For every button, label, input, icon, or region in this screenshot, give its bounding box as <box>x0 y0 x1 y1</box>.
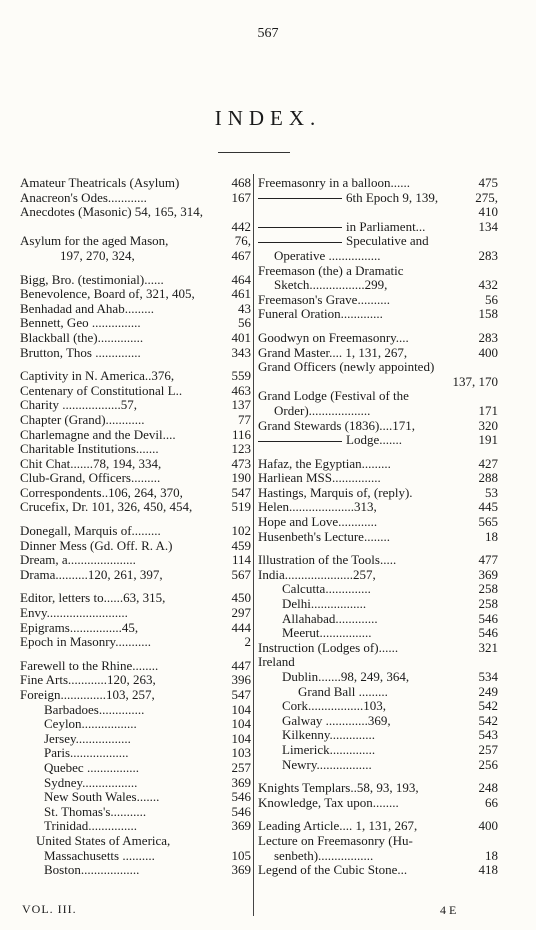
entry-pages: 105 <box>231 847 251 863</box>
index-entry <box>258 612 498 627</box>
index-entry <box>20 606 251 621</box>
entry-text: Newry................. <box>282 757 372 772</box>
entry-pages: 445 <box>478 499 498 515</box>
entry-pages: 546 <box>231 803 251 819</box>
entry-text: Donegall, Marquis of......... <box>20 524 161 539</box>
entry-text: Barbadoes.............. <box>44 702 145 717</box>
index-entry <box>20 346 251 361</box>
entry-pages: 534 <box>478 669 498 684</box>
index-entry <box>258 699 498 714</box>
entry-text: Order)................... <box>274 403 371 418</box>
index-entry <box>20 471 251 486</box>
entry-text: Paris.................. <box>44 746 129 761</box>
entry-pages: 103 <box>231 745 251 761</box>
entry-pages: 288 <box>478 470 498 486</box>
entry-text: Crucefix, Dr. 101, 326, 450, 454, <box>20 500 193 515</box>
entry-pages: 396 <box>231 672 251 688</box>
entry-pages: 43 <box>238 300 251 316</box>
index-entry <box>20 539 251 554</box>
index-entry <box>20 621 251 636</box>
index-entry <box>258 360 498 375</box>
index-entry <box>20 703 251 718</box>
entry-text: Hope and Love............ <box>258 515 378 530</box>
entry-pages: 442 <box>231 218 251 234</box>
entry-text: Editor, letters to......63, 315, <box>20 591 166 606</box>
entry-text: Foreign..............103, 257, <box>20 688 155 702</box>
entry-text: Funeral Oration............. <box>258 307 383 322</box>
entry-text: Instruction (Lodges of)...... <box>258 640 399 655</box>
entry-text: Benhadad and Ahab......... <box>20 301 154 316</box>
entry-pages: 104 <box>231 716 251 732</box>
entry-text: in Parliament... <box>346 219 426 234</box>
entry-pages: 427 <box>478 455 498 471</box>
entry-text: New South Wales....... <box>44 790 160 805</box>
entry-pages: 171 <box>478 402 498 418</box>
entry-text: Amateur Theatricals (Asylum) <box>20 176 180 190</box>
entry-pages: 56 <box>485 291 498 307</box>
index-entry <box>20 442 251 457</box>
entry-pages: 369 <box>231 818 251 834</box>
index-entry <box>20 457 251 472</box>
entry-pages: 104 <box>231 701 251 717</box>
entry-text: India.....................257, <box>258 567 376 582</box>
entry-pages: 137, 170 <box>452 373 498 389</box>
entry-text: Limerick.............. <box>282 742 376 757</box>
entry-text: Speculative and <box>346 234 429 249</box>
ditto-dash <box>258 441 342 442</box>
entry-pages: 167 <box>231 189 251 205</box>
entry-text: Husenbeth's Lecture........ <box>258 529 390 544</box>
entry-pages: 369 <box>231 774 251 790</box>
index-entry <box>258 433 498 448</box>
entry-pages: 297 <box>231 605 251 621</box>
entry-text: Brutton, Thos .............. <box>20 345 141 360</box>
entry-pages: 76, <box>234 233 251 249</box>
entry-text: Lecture on Freemasonry (Hu- <box>258 833 413 848</box>
index-entry <box>258 670 498 685</box>
entry-pages: 190 <box>231 470 251 486</box>
entry-text: Chit Chat.......78, 194, 334, <box>20 456 162 471</box>
title-rule <box>218 152 290 153</box>
index-entry <box>258 641 498 656</box>
entry-text: Kilkenny.............. <box>282 728 376 743</box>
index-entry <box>20 428 251 443</box>
index-entry <box>20 591 251 606</box>
entry-pages: 447 <box>231 657 251 673</box>
index-entry <box>258 307 498 322</box>
entry-text: Knowledge, Tax upon........ <box>258 795 399 810</box>
entry-pages: 547 <box>231 687 251 702</box>
index-entry <box>258 486 498 501</box>
entry-text: Freemason (the) a Dramatic <box>258 263 404 278</box>
entry-pages: 418 <box>478 862 498 878</box>
entry-pages: 66 <box>485 794 498 810</box>
entry-text: Bennett, Geo ............... <box>20 316 141 331</box>
entry-text: Blackball (the).............. <box>20 330 144 345</box>
entry-text: senbeth)................. <box>274 848 374 863</box>
entry-pages: 464 <box>231 271 251 287</box>
entry-pages: 463 <box>231 382 251 398</box>
index-entry <box>258 728 498 743</box>
entry-text: Charitable Institutions....... <box>20 442 159 457</box>
entry-pages: 567 <box>231 566 251 582</box>
index-entry <box>20 819 251 834</box>
index-entry <box>258 626 498 641</box>
entry-text: Ceylon................. <box>44 717 137 732</box>
index-entry <box>20 302 251 317</box>
index-entry <box>20 553 251 568</box>
entry-text: Epigrams................45, <box>20 620 139 635</box>
index-entry <box>20 176 251 191</box>
entry-text: Knights Templars..58, 93, 193, <box>258 781 419 796</box>
entry-pages: 369 <box>478 566 498 582</box>
entry-text: Grand Stewards (1836)....171, <box>258 418 416 433</box>
entry-text: Anacreon's Odes............ <box>20 190 147 205</box>
entry-pages: 275, <box>475 189 498 205</box>
entry-pages: 257 <box>478 741 498 757</box>
index-entry <box>20 273 251 288</box>
entry-text: Allahabad............. <box>282 611 378 626</box>
entry-text: Freemasonry in a balloon...... <box>258 176 410 190</box>
page-number: 567 <box>257 26 279 41</box>
index-column-left <box>20 176 251 878</box>
index-entry <box>20 688 251 703</box>
index-entry <box>258 471 498 486</box>
index-entry <box>20 369 251 384</box>
entry-text: Centenary of Constitutional L.. <box>20 383 183 398</box>
index-entry <box>258 419 498 434</box>
index-entry <box>258 234 498 249</box>
index-entry <box>258 278 498 293</box>
entry-text: Charity ..................57, <box>20 398 137 413</box>
index-entry <box>258 191 498 206</box>
entry-text: Calcutta.............. <box>282 582 371 597</box>
entry-text: Grand Lodge (Festival of the <box>258 389 409 404</box>
index-entry <box>20 673 251 688</box>
entry-pages: 53 <box>485 484 498 500</box>
entry-text: Goodwyn on Freemasonry.... <box>258 330 409 345</box>
entry-pages: 473 <box>231 455 251 471</box>
entry-pages: 258 <box>478 581 498 597</box>
index-entry <box>258 743 498 758</box>
index-entry <box>20 805 251 820</box>
index-title: INDEX. <box>214 106 322 130</box>
index-entry <box>20 413 251 428</box>
entry-pages: 542 <box>478 712 498 728</box>
entry-pages: 134 <box>478 218 498 234</box>
entry-pages: 400 <box>478 344 498 360</box>
entry-text: Dublin.......98, 249, 364, <box>282 670 410 684</box>
entry-text: Jersey................. <box>44 731 131 746</box>
entry-text: Epoch in Masonry........... <box>20 635 151 650</box>
entry-text: Hastings, Marquis of, (reply). <box>258 485 413 500</box>
entry-text: 6th Epoch 9, 139, <box>346 190 439 205</box>
entry-text: Harliean MSS............... <box>258 471 381 486</box>
index-entry <box>20 834 251 849</box>
entry-pages: 450 <box>231 590 251 606</box>
entry-text: Benevolence, Board of, 321, 405, <box>20 287 195 302</box>
entry-text: Cork.................103, <box>282 699 386 714</box>
entry-text: Grand Ball ......... <box>298 684 388 699</box>
entry-pages: 256 <box>478 756 498 772</box>
entry-text: Lodge....... <box>346 433 402 448</box>
index-entry <box>20 746 251 761</box>
index-entry <box>20 659 251 674</box>
entry-pages: 467 <box>231 247 251 263</box>
entry-text: Massachusetts .......... <box>44 848 155 863</box>
index-entry <box>258 264 498 279</box>
index-entry <box>258 568 498 583</box>
index-entry <box>258 714 498 729</box>
index-entry <box>20 524 251 539</box>
entry-pages: 432 <box>478 277 498 293</box>
entry-text: Freemason's Grave.......... <box>258 292 390 307</box>
index-entry <box>258 404 498 419</box>
index-entry <box>258 530 498 545</box>
entry-text: 197, 270, 324, <box>60 248 135 263</box>
entry-text: Sketch.................299, <box>274 278 388 293</box>
entry-pages: 444 <box>231 619 251 635</box>
entry-pages: 461 <box>231 286 251 302</box>
index-entry <box>258 205 498 220</box>
index-entry <box>20 398 251 413</box>
entry-text: Illustration of the Tools..... <box>258 553 397 568</box>
entry-pages: 56 <box>238 315 251 331</box>
volume-label: VOL. III. <box>22 902 77 916</box>
entry-pages: 400 <box>478 818 498 834</box>
entry-text: Dream, a..................... <box>20 553 136 568</box>
index-entry <box>258 375 498 390</box>
index-entry <box>20 191 251 206</box>
entry-pages: 2 <box>244 634 251 650</box>
entry-pages: 283 <box>478 329 498 345</box>
entry-pages: 369 <box>231 862 251 878</box>
entry-text: Boston.................. <box>44 863 140 878</box>
entry-pages: 320 <box>478 417 498 433</box>
entry-pages: 257 <box>231 759 251 775</box>
index-entry <box>20 790 251 805</box>
entry-pages: 123 <box>231 441 251 457</box>
index-entry <box>258 781 498 796</box>
index-entry <box>20 568 251 583</box>
index-entry <box>20 849 251 864</box>
index-entry <box>20 500 251 515</box>
entry-pages: 116 <box>231 426 251 442</box>
index-entry <box>258 655 498 670</box>
entry-text: Fine Arts............120, 263, <box>20 673 156 688</box>
entry-text: Captivity in N. America..376, <box>20 369 175 384</box>
ditto-dash <box>258 227 342 228</box>
index-entry <box>20 234 251 249</box>
index-entry <box>20 220 251 235</box>
index-entry <box>258 249 498 264</box>
index-entry <box>20 486 251 501</box>
entry-text: Meerut................ <box>282 626 372 641</box>
entry-pages: 547 <box>231 484 251 500</box>
entry-text: Operative ................ <box>274 248 381 263</box>
entry-text: Anecdotes (Masonic) 54, 165, 314, <box>20 205 204 220</box>
entry-text: Quebec ................ <box>44 760 139 775</box>
index-entry <box>20 384 251 399</box>
index-entry <box>20 732 251 747</box>
entry-pages: 475 <box>478 175 498 190</box>
index-entry <box>20 205 251 220</box>
index-entry <box>20 863 251 878</box>
index-entry <box>258 758 498 773</box>
index-entry <box>20 249 251 264</box>
index-entry <box>20 287 251 302</box>
ditto-dash <box>258 198 342 199</box>
index-entry <box>258 389 498 404</box>
entry-text: Envy......................... <box>20 606 128 621</box>
entry-pages: 542 <box>478 698 498 714</box>
index-entry <box>258 293 498 308</box>
index-entry <box>258 834 498 849</box>
index-entry <box>258 597 498 612</box>
index-entry <box>20 316 251 331</box>
index-entry <box>258 685 498 700</box>
entry-pages: 468 <box>231 175 251 190</box>
index-entry <box>258 515 498 530</box>
index-column-right <box>258 176 498 878</box>
entry-pages: 77 <box>238 411 251 427</box>
entry-text: Trinidad............... <box>44 819 138 834</box>
entry-pages: 477 <box>478 552 498 568</box>
index-entry <box>20 331 251 346</box>
index-entry <box>20 717 251 732</box>
entry-pages: 249 <box>478 683 498 699</box>
index-entry <box>258 582 498 597</box>
entry-pages: 565 <box>478 514 498 530</box>
entry-text: Grand Officers (newly appointed) <box>258 360 435 375</box>
entry-pages: 343 <box>231 344 251 360</box>
entry-pages: 114 <box>231 552 251 568</box>
entry-pages: 102 <box>231 523 251 539</box>
entry-pages: 321 <box>478 639 498 655</box>
entry-pages: 258 <box>478 596 498 612</box>
entry-text: Drama..........120, 261, 397, <box>20 567 163 582</box>
entry-pages: 104 <box>231 730 251 746</box>
entry-pages: 158 <box>478 306 498 322</box>
index-entry <box>20 635 251 650</box>
entry-text: Galway .............369, <box>282 713 391 728</box>
entry-text: Helen....................313, <box>258 500 377 515</box>
index-entry <box>258 500 498 515</box>
index-entry <box>258 819 498 834</box>
index-entry <box>258 863 498 878</box>
ditto-dash <box>258 242 342 243</box>
entry-text: Sydney................. <box>44 775 138 790</box>
index-entry <box>258 220 498 235</box>
entry-text: Bigg, Bro. (testimonial)...... <box>20 272 164 287</box>
entry-text: Ireland <box>258 655 295 670</box>
entry-pages: 546 <box>478 610 498 626</box>
entry-pages: 559 <box>231 368 251 384</box>
entry-pages: 401 <box>231 329 251 345</box>
entry-pages: 519 <box>231 499 251 515</box>
entry-text: Club-Grand, Officers......... <box>20 471 161 486</box>
entry-text: Leading Article.... 1, 131, 267, <box>258 819 418 834</box>
index-entry <box>20 761 251 776</box>
entry-pages: 18 <box>485 528 498 544</box>
index-entry <box>258 457 498 472</box>
entry-pages: 546 <box>478 625 498 641</box>
entry-pages: 459 <box>231 537 251 553</box>
entry-pages: 546 <box>231 789 251 805</box>
index-entry <box>258 553 498 568</box>
entry-text: United States of America, <box>36 833 171 848</box>
index-entry <box>258 331 498 346</box>
signature-mark: 4 E <box>440 903 457 917</box>
index-entry <box>258 849 498 864</box>
entry-text: St. Thomas's........... <box>44 804 147 819</box>
entry-text: Hafaz, the Egyptian......... <box>258 456 391 471</box>
entry-pages: 18 <box>485 847 498 863</box>
entry-text: Asylum for the aged Mason, <box>20 234 169 249</box>
entry-text: Farewell to the Rhine........ <box>20 658 159 673</box>
entry-pages: 248 <box>478 780 498 796</box>
entry-pages: 137 <box>231 397 251 413</box>
entry-text: Correspondents..106, 264, 370, <box>20 485 183 500</box>
column-divider <box>253 174 254 916</box>
entry-pages: 410 <box>478 204 498 220</box>
index-entry <box>258 176 498 191</box>
index-entry <box>258 346 498 361</box>
entry-text: Grand Master.... 1, 131, 267, <box>258 345 408 360</box>
entry-text: Delhi................. <box>282 597 367 612</box>
entry-text: Legend of the Cubic Stone... <box>258 863 408 878</box>
entry-pages: 191 <box>478 432 498 448</box>
index-entry <box>20 776 251 791</box>
entry-pages: 543 <box>478 727 498 743</box>
entry-pages: 283 <box>478 247 498 263</box>
entry-text: Dinner Mess (Gd. Off. R. A.) <box>20 538 173 553</box>
index-entry <box>258 796 498 811</box>
entry-text: Charlemagne and the Devil.... <box>20 427 176 442</box>
entry-text: Chapter (Grand)............ <box>20 412 145 427</box>
